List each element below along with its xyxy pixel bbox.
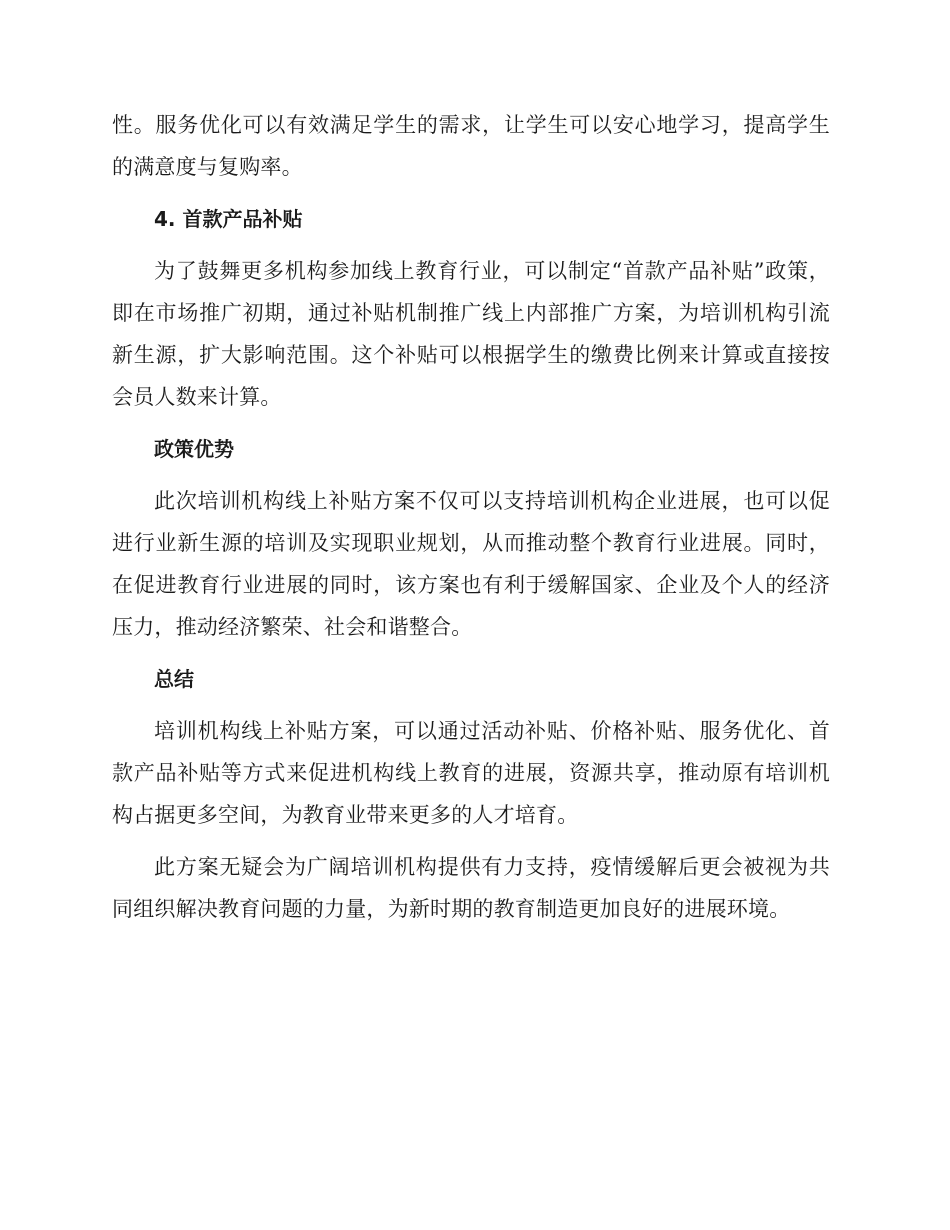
paragraph-summary-1: 培训机构线上补贴方案，可以通过活动补贴、价格补贴、服务优化、首款产品补贴等方式来促进机构线上教育的进展，资源共享，推动原有培训机构占据更多空间，为教育业带来更多的人才培育。 bbox=[112, 719, 830, 827]
heading-summary: 总结 bbox=[154, 667, 194, 691]
paragraph-continued: 性。服务优化可以有效满足学生的需求，让学生可以安心地学习，提高学生的满意度与复购率。 bbox=[112, 113, 830, 179]
document-page bbox=[112, 104, 830, 930]
paragraph-gap bbox=[112, 836, 830, 846]
heading-first-product-subsidy: 4. 首款产品补贴 bbox=[154, 207, 303, 231]
paragraph-summary-2: 此方案无疑会为广阔培训机构提供有力支持，疫情缓解后更会被视为共同组织解决教育问题的力量，为新时期的教育制造更加良好的进展环境。 bbox=[112, 855, 830, 921]
heading-policy-advantage: 政策优势 bbox=[154, 437, 234, 461]
paragraph-policy-advantage: 此次培训机构线上补贴方案不仅可以支持培训机构企业进展，也可以促进行业新生源的培训及实现职业规划，从而推动整个教育行业进展。同时，在促进教育行业进展的同时，该方案也有利于缓解国家、企业及个人的经济压力，推动经济繁荣、社会和谐整合。 bbox=[112, 489, 830, 639]
paragraph-first-product-subsidy: 为了鼓舞更多机构参加线上教育行业，可以制定“首款产品补贴”政策，即在市场推广初期，通过补贴机制推广线上内部推广方案，为培训机构引流新生源，扩大影响范围。这个补贴可以根据学生的缴费比例来计算或直接按会员人数来计算。 bbox=[112, 259, 830, 409]
